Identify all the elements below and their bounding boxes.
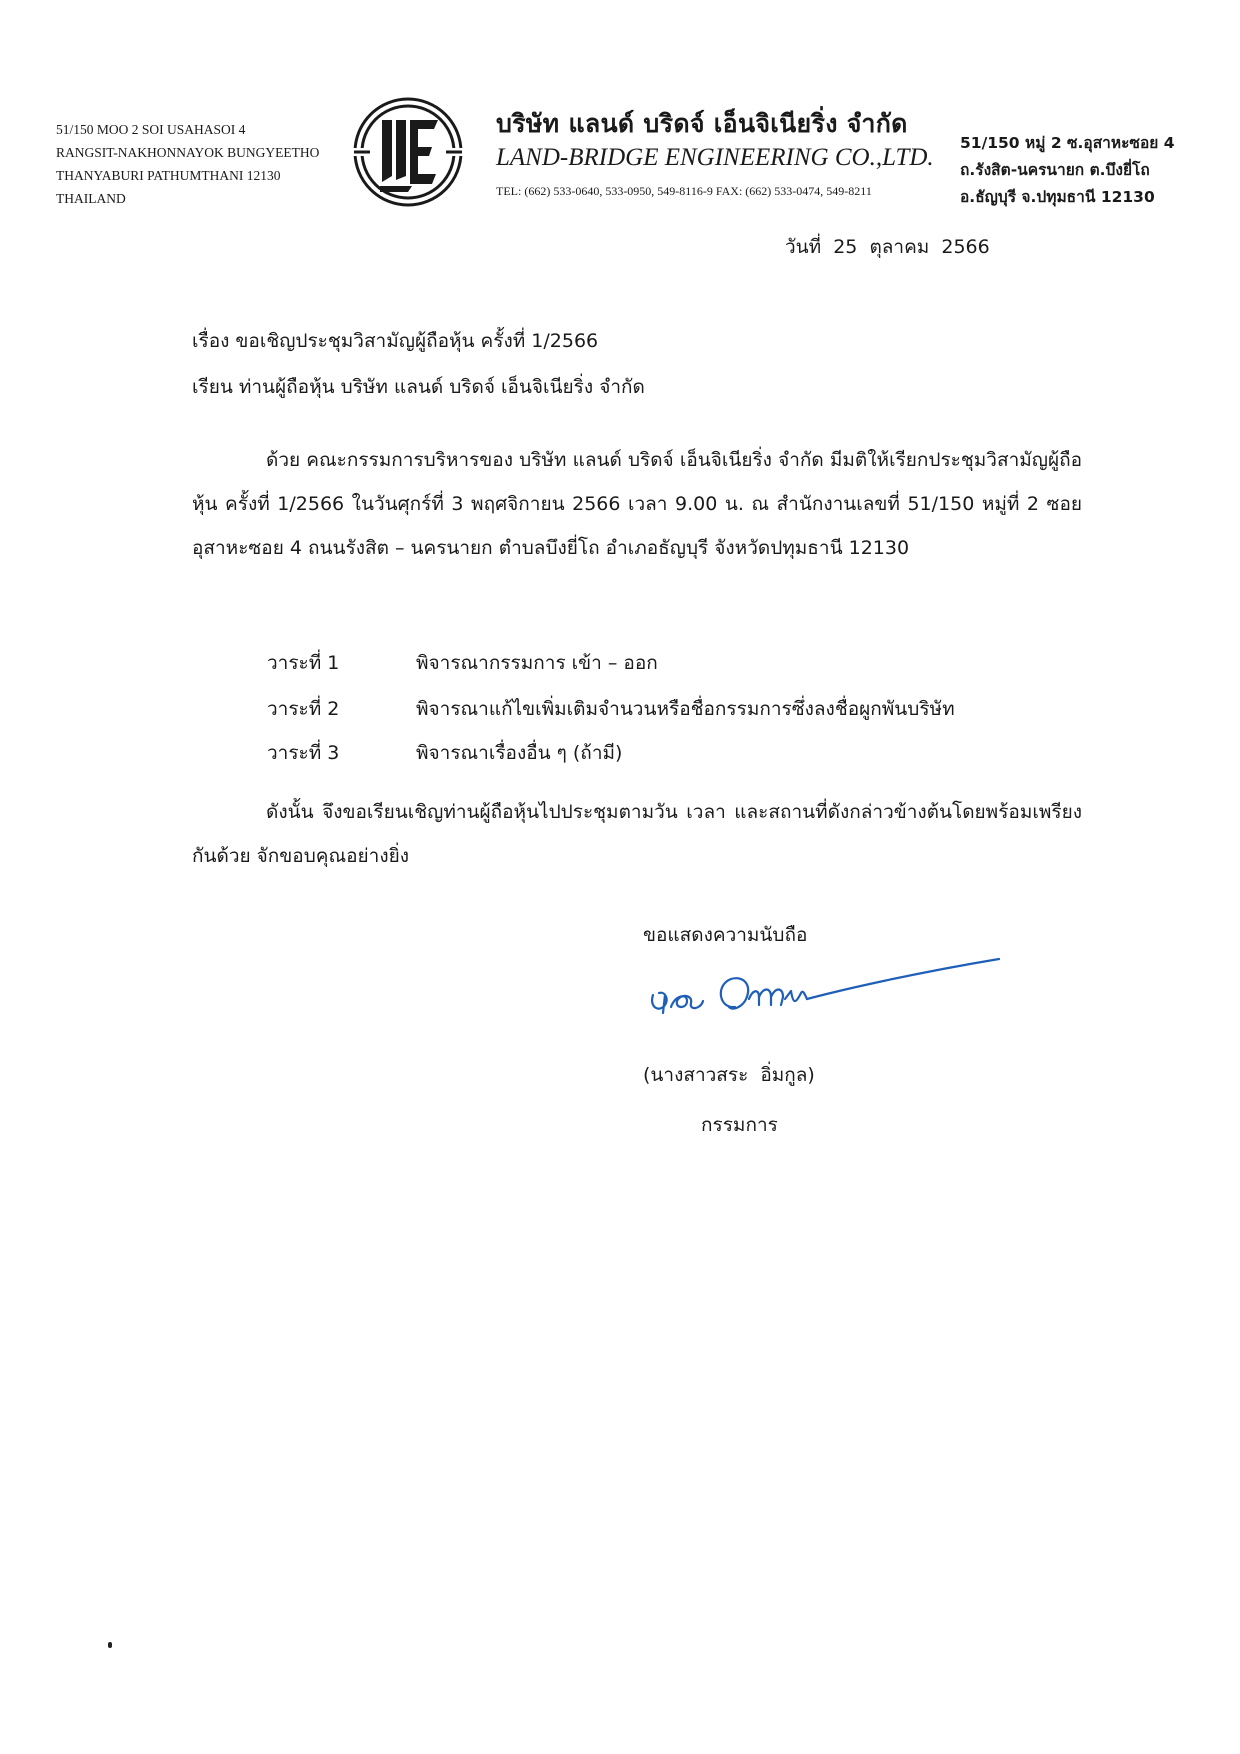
address-en-line: 51/150 MOO 2 SOI USAHASOI 4	[56, 122, 246, 137]
address-en-line: THAILAND	[56, 191, 126, 206]
letter-date: วันที่ 25 ตุลาคม 2566	[785, 236, 990, 258]
agenda-number: วาระที่ 1	[267, 652, 340, 674]
scan-speck	[108, 1642, 112, 1648]
body-closing-paragraph: ดังนั้น จึงขอเรียนเชิญท่านผู้ถือหุ้นไปประชุมตามวัน เวลา และสถานที่ดังกล่าวข้างต้นโดยพร้อมเพรียงกันด้วย จักขอบคุณอย่างยิ่ง	[192, 801, 1082, 867]
address-th-line: อ.ธัญบุรี จ.ปทุมธานี 12130	[960, 188, 1155, 206]
address-th-line: ถ.รังสิต-นครนายก ต.บึงยี่โถ	[960, 161, 1150, 179]
letter-subject: เรื่อง ขอเชิญประชุมวิสามัญผู้ถือหุ้น ครั้งที่ 1/2566	[192, 330, 599, 352]
agenda-text: พิจารณาเรื่องอื่น ๆ (ถ้ามี)	[416, 742, 623, 764]
signature	[645, 955, 1000, 1027]
address-en-line: RANGSIT-NAKHONNAYOK BUNGYEETHO	[56, 145, 320, 160]
company-address-en	[56, 118, 319, 210]
company-address-th	[960, 130, 1175, 211]
letter-recipient: เรียน ท่านผู้ถือหุ้น บริษัท แลนด์ บริดจ์ เอ็นจิเนียริ่ง จำกัด	[192, 376, 645, 398]
agenda-text: พิจารณากรรมการ เข้า – ออก	[416, 652, 658, 674]
company-monogram-icon	[352, 96, 464, 208]
signer-name: (นางสาวสระ อิ่มกูล)	[643, 1064, 815, 1086]
company-logo	[352, 96, 464, 208]
agenda-text: พิจารณาแก้ไขเพิ่มเติมจำนวนหรือชื่อกรรมการซึ่งลงชื่อผูกพันบริษัท	[416, 698, 955, 720]
agenda-number: วาระที่ 2	[267, 698, 340, 720]
signer-position: กรรมการ	[701, 1114, 778, 1136]
company-contact: TEL: (662) 533-0640, 533-0950, 549-8116-9 FAX: (662) 533-0474, 549-8211	[496, 184, 872, 198]
company-name-en: LAND-BRIDGE ENGINEERING CO.,LTD.	[496, 144, 934, 171]
closing-salutation: ขอแสดงความนับถือ	[643, 924, 808, 946]
body-intro-paragraph: ด้วย คณะกรรมการบริหารของ บริษัท แลนด์ บริดจ์ เอ็นจิเนียริ่ง จำกัด มีมติให้เรียกประชุมวิสามัญผู้ถือหุ้น ครั้งที่ 1/2566 ในวันศุกร์ที่ 3 พฤศจิกายน 2566 เวลา 9.00 น. ณ สำนักงานเลขที่ 51/150 หมู่ที่ 2 ซอยอุสาหะซอย 4 ถนนรังสิต – นครนายก ตำบลบึงยี่โถ อำเภอธัญบุรี จังหวัดปทุมธานี 12130	[192, 449, 1082, 559]
address-th-line: 51/150 หมู่ 2 ซ.อุสาหะซอย 4	[960, 134, 1175, 152]
agenda-number: วาระที่ 3	[267, 742, 340, 764]
address-en-line: THANYABURI PATHUMTHANI 12130	[56, 168, 281, 183]
handwritten-signature-icon	[645, 955, 1000, 1027]
company-name-th: บริษัท แลนด์ บริดจ์ เอ็นจิเนียริ่ง จำกัด	[496, 109, 908, 138]
